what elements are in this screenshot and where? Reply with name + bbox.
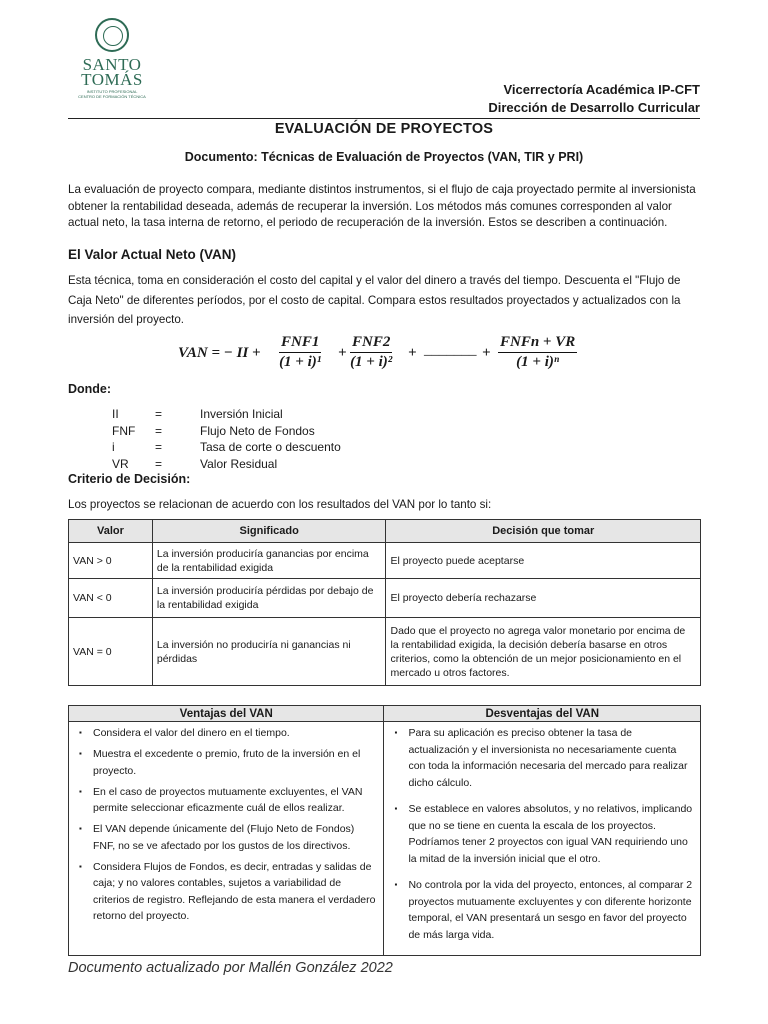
cons-list: [390, 725, 694, 943]
document-subtitle: Documento: Técnicas de Evaluación de Proyectos (VAN, TIR y PRI): [184, 150, 584, 164]
table-cell: El proyecto debería rechazarse: [386, 579, 701, 618]
list-item: ▪ Para su aplicación es preciso obtener la tasa de actualización y el inversionista no necesariamente cuenta con toda la información necesaria del mercado para realizar dicho cálculo.: [394, 727, 688, 789]
header-line-2: Dirección de Desarrollo Curricular: [488, 100, 700, 115]
donde-label: Donde:: [68, 382, 112, 396]
bullet-icon: ▪: [79, 861, 82, 871]
list-item: ▪ No controla por la vida del proyecto, entonces, al comparar 2 proyectos mutuamente excluyentes y con diferente horizonte temporal, el VAN presentará un sesgo en favor del proyecto de más larga vida.: [394, 879, 693, 941]
pros-cons-table: [68, 705, 701, 956]
logo-name: SANTO TOMÁS: [81, 55, 143, 89]
table-cell: La inversión produciría pérdidas por debajo de la rentabilidad exigida: [152, 579, 386, 618]
header-line-1: Vicerrectoría Académica IP-CFT: [503, 82, 700, 97]
footer-note: Documento actualizado por Mallén González 2022: [68, 960, 393, 976]
formula-fraction-2: FNF2 (1 + i)²: [350, 334, 393, 370]
column-header: Valor: [69, 520, 153, 543]
table-cell: La inversión produciría ganancias por encima de la rentabilidad exigida: [152, 543, 386, 579]
pros-cell: [69, 722, 384, 956]
bullet-icon: ▪: [394, 804, 398, 813]
document-title: EVALUACIÓN DE PROYECTOS: [274, 121, 494, 137]
table-cell: VAN = 0: [69, 618, 153, 686]
bullet-icon: ▪: [79, 728, 82, 737]
cons-cell: [384, 722, 701, 956]
table-cell: La inversión no produciría ni ganancias ni pérdidas: [152, 618, 386, 686]
column-header: Significado: [152, 520, 386, 543]
logo-subtitle: INSTITUTO PROFESIONAL CENTRO DE FORMACIÓN TÉCNICA: [78, 89, 146, 99]
header-divider: [68, 118, 700, 119]
list-item: ▪ Considera Flujos de Fondos, es decir, entradas y salidas de caja; y no valores contables, sujetos a variabilidad de criterios de registro. Reflejando de esta manera el verdadero retorno del proyecto.: [79, 860, 376, 922]
list-item: ▪ En el caso de proyectos mutuamente excluyentes, el VAN permite seleccionar eficazmente cuál de ellos realizar.: [79, 785, 363, 814]
formula-ellipsis: _______: [424, 342, 477, 358]
criterio-paragraph: Los proyectos se relacionan de acuerdo con los resultados del VAN por lo tanto si:: [68, 498, 492, 511]
van-paragraph: Esta técnica, toma en consideración el costo del capital y el valor del dinero a través del tiempo. Descuenta el "Flujo de Caja Neto" de diferentes períodos, por el costo de capital. Compara estos resultados proyectados y actualizados con la inversión del proyecto.: [68, 274, 681, 326]
list-item: ▪ Muestra el excedente o premio, fruto de la inversión en el proyecto.: [79, 748, 361, 777]
van-heading: El Valor Actual Neto (VAN): [68, 247, 237, 262]
table-row: [69, 543, 701, 579]
table-row: [69, 579, 701, 618]
bullet-icon: ▪: [394, 728, 398, 737]
formula-fraction-n: FNFn + VR (1 + i)ⁿ: [500, 334, 576, 370]
table-cell: El proyecto puede aceptarse: [386, 543, 701, 579]
list-item: ▪ Considera el valor del dinero en el tiempo.: [75, 725, 377, 742]
bullet-icon: ▪: [79, 786, 82, 796]
formula-fraction-1: FNF1 (1 + i)¹: [279, 334, 322, 370]
pros-list: [75, 725, 377, 925]
criterio-heading: Criterio de Decisión:: [68, 472, 191, 486]
formula-plus-1: +: [338, 345, 347, 361]
column-header: Decisión que tomar: [386, 520, 701, 543]
bullet-icon: ▪: [79, 749, 82, 758]
list-item: ▪ Se establece en valores absolutos, y no relativos, implicando que no se tiene en cuenta la escala de los proyectos. Podríamos tener 2 proyectos con igual VAN requiriendo uno la mitad de la inversión inicial que el otro.: [394, 803, 693, 865]
pros-header: Ventajas del VAN: [69, 706, 384, 722]
table-row: [69, 722, 701, 956]
formula-plus-3: +: [482, 345, 491, 361]
table-header-row: [69, 520, 701, 543]
decision-table: [68, 519, 701, 686]
van-formula: [178, 334, 598, 376]
seal-icon: [95, 18, 129, 52]
bullet-icon: ▪: [79, 824, 82, 833]
formula-plus-2: +: [408, 345, 417, 361]
table-row: [69, 618, 701, 686]
table-header-row: [69, 706, 701, 722]
table-cell: VAN < 0: [69, 579, 153, 618]
formula-lhs: VAN = − II +: [178, 345, 261, 361]
bullet-icon: ▪: [394, 880, 398, 889]
institution-logo: [78, 18, 146, 99]
list-item: ▪ El VAN depende únicamente del (Flujo Neto de Fondos) FNF, no se ve afectado por los gustos de los directivos.: [79, 823, 355, 852]
table-cell: Dado que el proyecto no agrega valor monetario por encima de la rentabilidad exigida, la decisión debería basarse en otros criterios, como la obtención de un mejor posicionamiento en el mercado u otros factores.: [386, 618, 701, 686]
table-cell: VAN > 0: [69, 543, 153, 579]
cons-header: Desventajas del VAN: [384, 706, 701, 722]
intro-paragraph: La evaluación de proyecto compara, mediante distintos instrumentos, si el flujo de caja proyectado permite al inversionista obtener la rentabilidad deseada, además de recuperar la inversión. Los métodos más comunes corresponden al valor actual neto, la tasa interna de retorno, el periodo de recuperación de la inversión. Estos se describen a continuación.: [68, 183, 696, 229]
